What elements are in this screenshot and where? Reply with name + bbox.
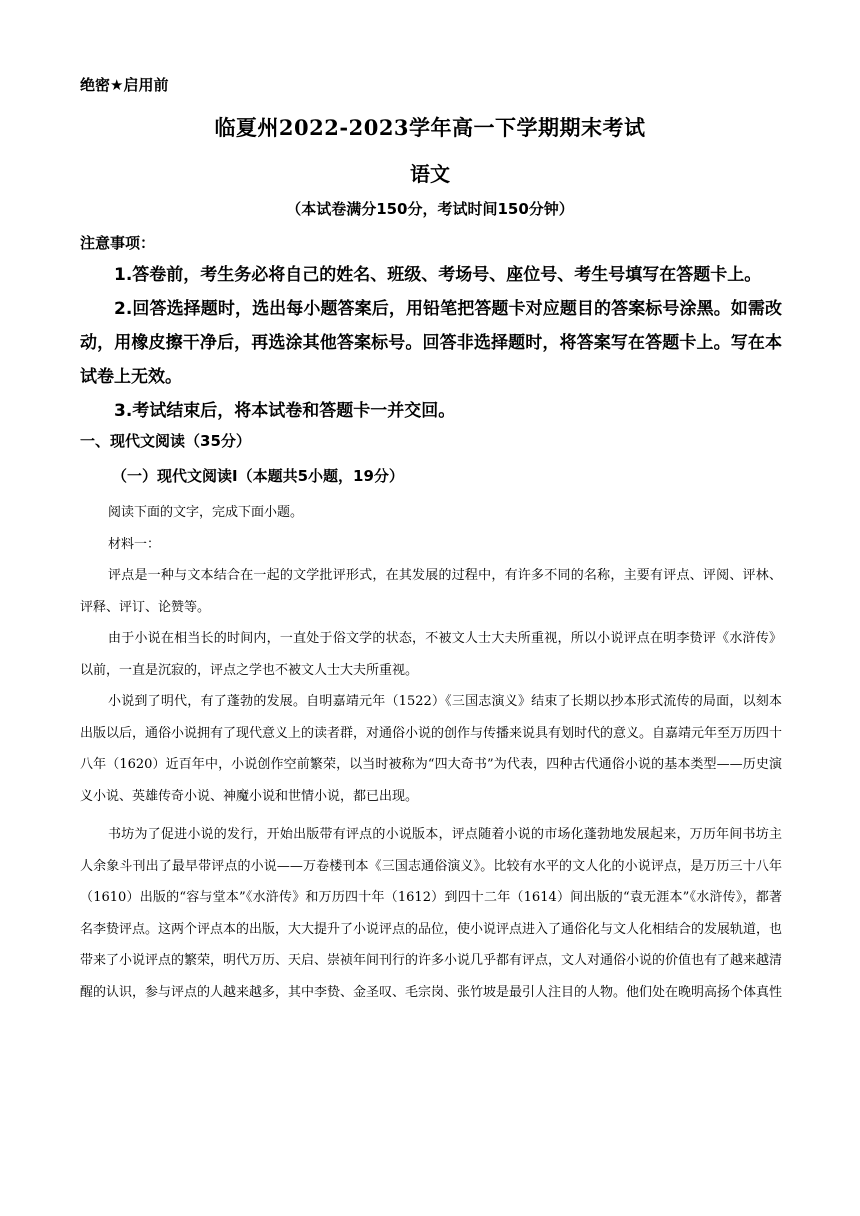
body-paragraph: 小说到了明代，有了蓬勃的发展。自明嘉靖元年（1522）《三国志演义》结束了长期以抄本形式流传的局面，以刻本出版以后，通俗小说拥有了现代意义上的读者群，对通俗小说的创作与传播来说具有划时代的意义。自嘉靖元年至万历四十八年（1620）近百年中，小说创作空前繁荣，以当时被称为“四大奇书”为代表，四种古代通俗小说的基本类型——历史演义小说、英雄传奇小说、神魔小说和世情小说，都已出现。 [80,694,783,804]
subsection-heading: （一）现代文阅读Ⅰ（本题共5小题，19分） [112,467,404,485]
note-item: 1.答卷前，考生务必将自己的姓名、班级、考场号、座位号、考生号填写在答题卡上。 [114,265,762,285]
notes-heading: 注意事项： [80,234,156,252]
body-paragraph: 书坊为了促进小说的发行，开始出版带有评点的小说版本，评点随着小说的市场化蓬勃地发展起来，万历年间书坊主人余象斗刊出了最早带评点的小说——万卷楼刊本《三国志通俗演义》。比较有水平的文人化的小说评点，是万历三十八年（1610）出版的“容与堂本”《水浒传》和万历四十年（1612）到四十二年（1614）间出版的“袁无涯本”《水浒传》，都著名李贽评点。这两个评点本的出版，大大提升了小说评点的品位，使小说评点进入了通俗化与文人化相结合的发展轨道，也带来了小说评点的繁荣，明代万历、天启、崇祯年间刊行的许多小说几乎都有评点，文人对通俗小说的价值也有了越来越清醒的认识，参与评点的人越来越多，其中李贽、金圣叹、毛宗岗、张竹坡是最引人注目的人物。他们处在晚明高扬个体真性 [80,827,783,1000]
section-heading: 一、现代文阅读（35分） [80,432,251,450]
reading-material [80,497,782,1008]
subject-title: 语文 [410,162,450,186]
exam-info: （本试卷满分150分，考试时间150分钟） [286,200,574,218]
body-paragraph: 由于小说在相当长的时间内，一直处于俗文学的状态，不被文人士大夫所重视，所以小说评点在明李贽评《水浒传》以前，一直是沉寂的，评点之学也不被文人士大夫所重视。 [80,631,782,678]
note-item: 3.考试结束后，将本试卷和答题卡一并交回。 [114,401,456,421]
exam-title: 临夏州2022-2023学年高一下学期期末考试 [214,115,646,140]
reading-instruction: 阅读下面的文字，完成下面小题。 [108,505,304,520]
note-item: 2.回答选择题时，选出每小题答案后，用铅笔把答题卡对应题目的答案标号涂黑。如需改动，用橡皮擦干净后，再选涂其他答案标号。回答非选择题时，将答案写在答题卡上。写在本试卷上无效。 [80,299,782,387]
confidential-label: 绝密★启用前 [80,76,169,94]
notes-list [80,258,782,428]
material-label: 材料一： [108,536,161,552]
body-paragraph: 评点是一种与文本结合在一起的文学批评形式，在其发展的过程中，有许多不同的名称，主要有评点、评阅、评林、评释、评订、论赞等。 [80,568,782,615]
